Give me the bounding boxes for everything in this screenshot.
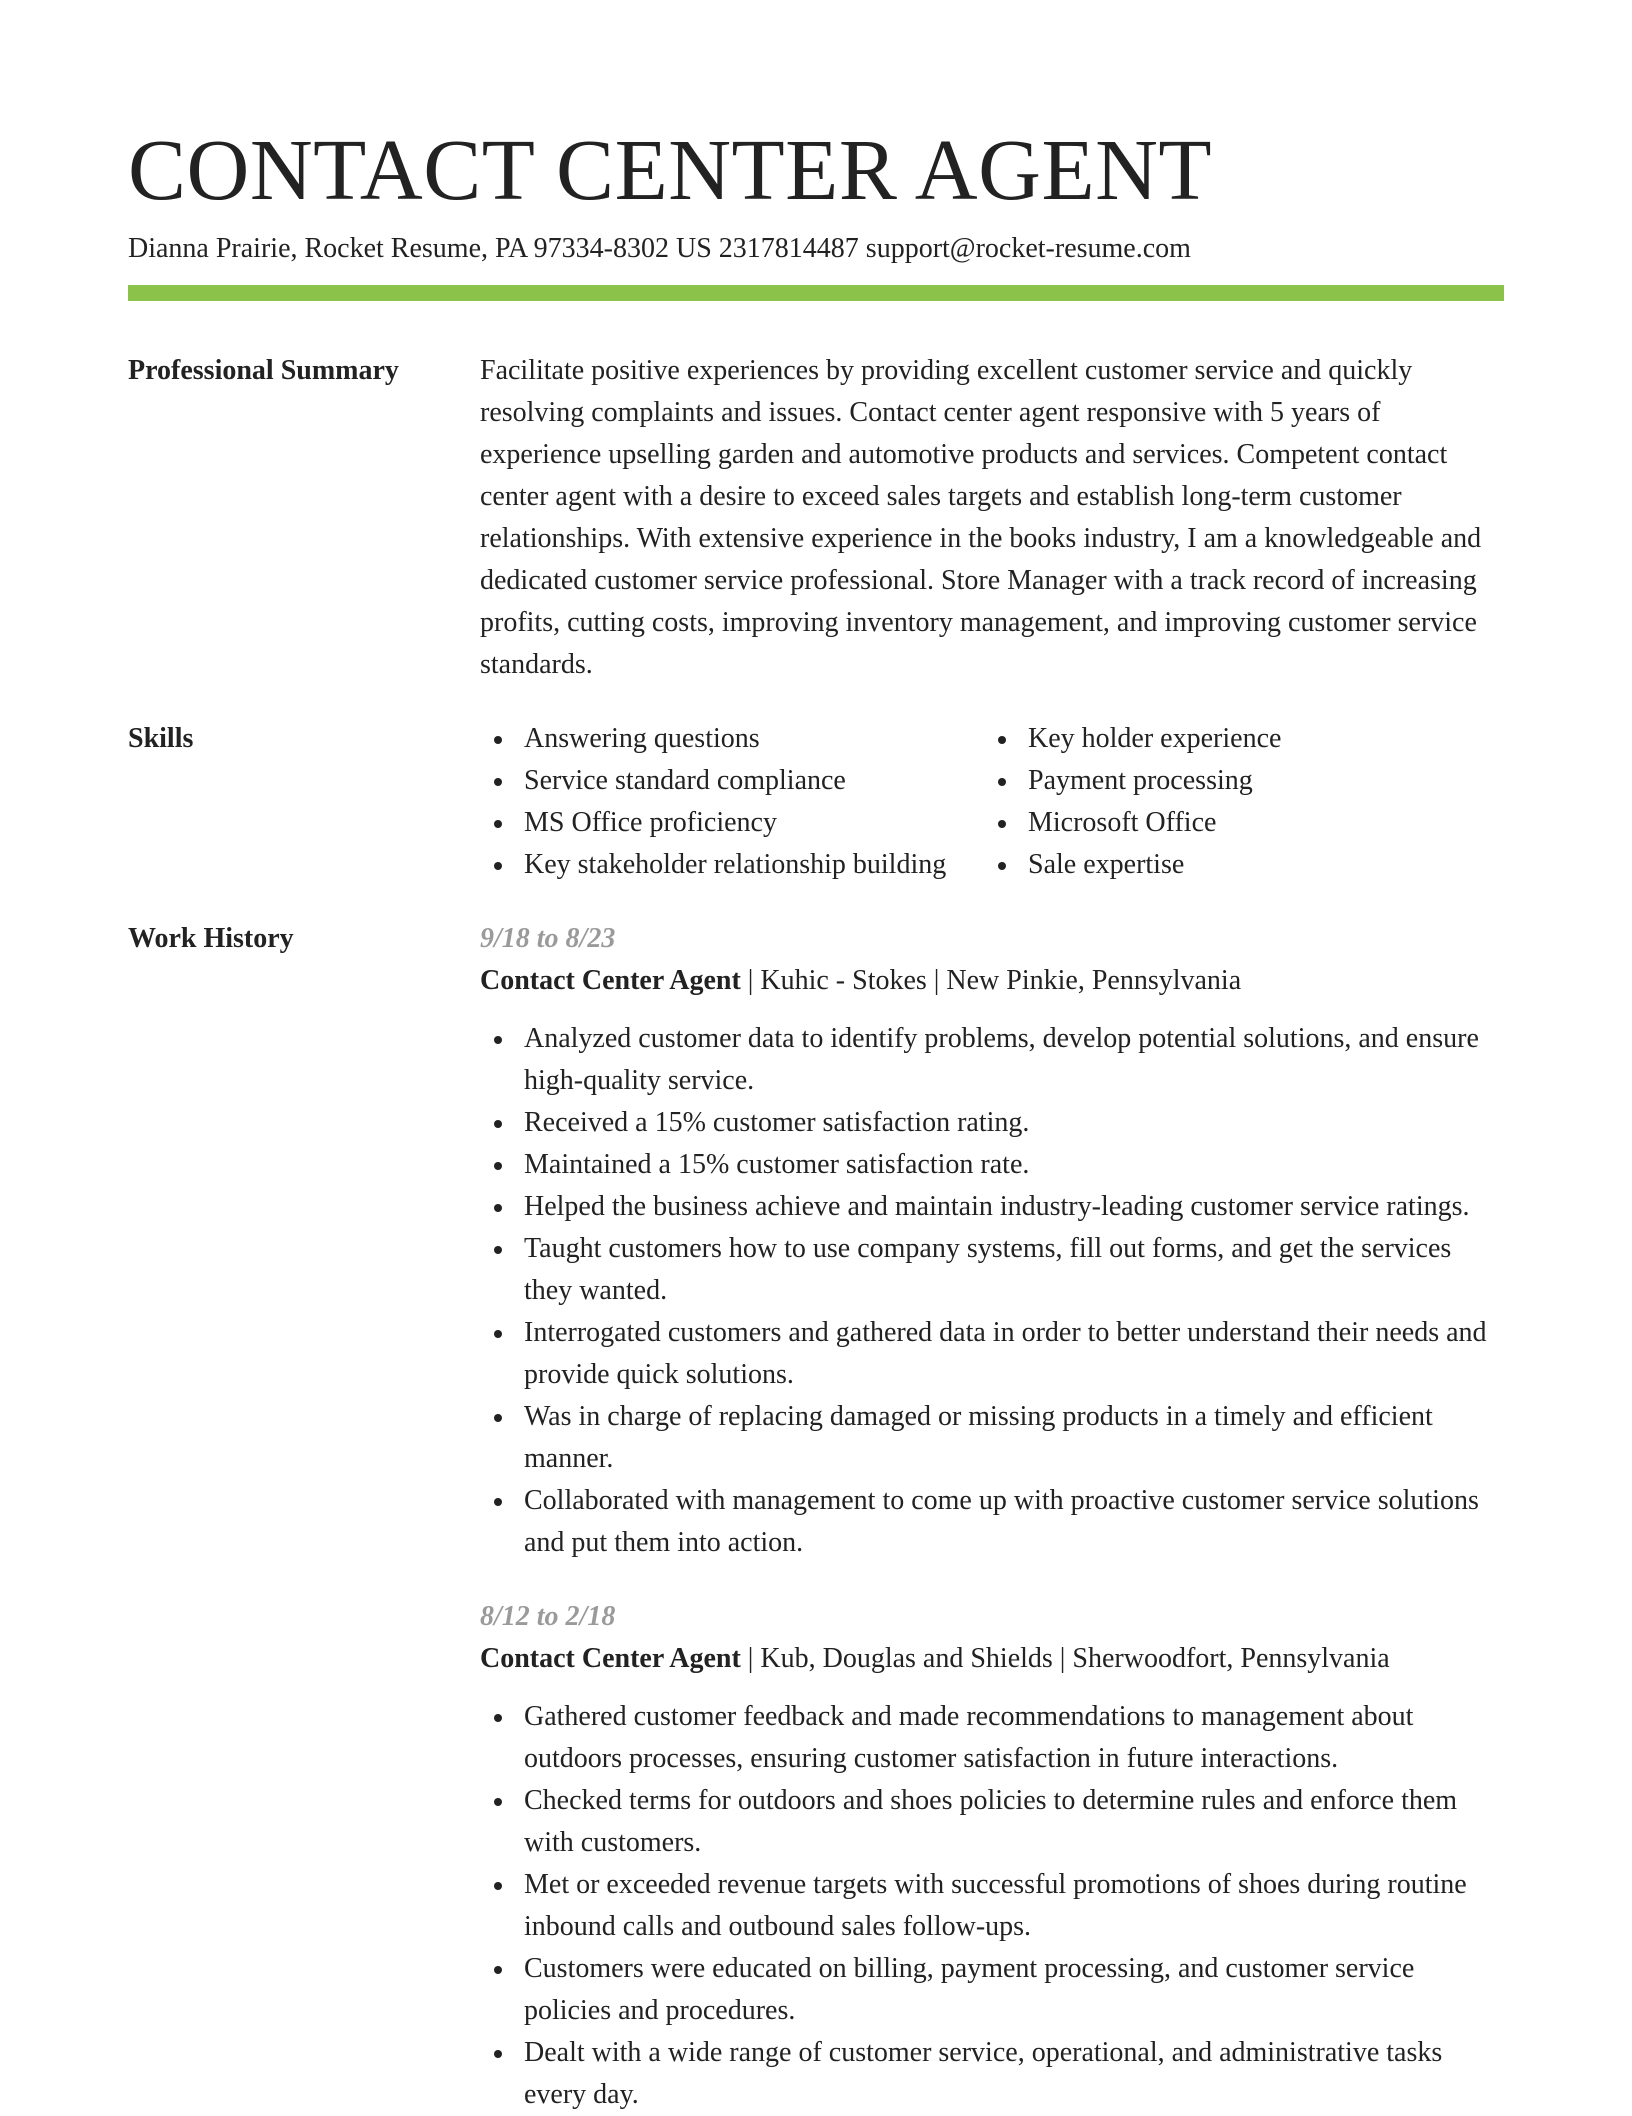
job-bullet: Taught customers how to use company systems, fill out forms, and get the services they wanted. <box>480 1228 1504 1312</box>
job-heading <box>480 1638 1504 1680</box>
skill-item: Microsoft Office <box>984 802 1484 844</box>
contact-line: Dianna Prairie, Rocket Resume, PA 97334-8302 US 2317814487 support@rocket-resume.com <box>128 233 1191 264</box>
skill-item: Payment processing <box>984 760 1484 802</box>
job-bullets <box>480 1018 1504 1564</box>
job-bullet: Interrogated customers and gathered data in order to better understand their needs and provide quick solutions. <box>480 1312 1504 1396</box>
summary-text: Facilitate positive experiences by providing excellent customer service and quickly resolving complaints and issues. Contact center agent responsive with 5 years of experience upselling garden and automotive products and services. Competent contact center agent with a desire to exceed sales targets and establish long-term customer relationships. With extensive experience in the books industry, I am a knowledgeable and dedicated customer service professional. Store Manager with a track record of increasing profits, cutting costs, improving inventory management, and improving customer service standards. <box>480 355 1482 680</box>
skill-item: Sale expertise <box>984 844 1484 886</box>
skills-body <box>480 718 1504 886</box>
skill-item: Service standard compliance <box>480 760 984 802</box>
skills-list-right <box>984 718 1484 886</box>
summary-label: Professional Summary <box>128 355 399 386</box>
job-heading <box>480 960 1504 1002</box>
job-entry <box>480 918 1504 1564</box>
job-bullet: Maintained a 15% customer satisfaction rate. <box>480 1144 1504 1186</box>
job-dates: 9/18 to 8/23 <box>480 923 616 954</box>
job-title: Contact Center Agent <box>480 965 741 996</box>
skills-list-left <box>480 718 984 886</box>
job-bullet: Gathered customer feedback and made recommendations to management about outdoors processes, ensuring customer satisfaction in future interactions. <box>480 1696 1504 1780</box>
job-title: Contact Center Agent <box>480 1643 741 1674</box>
work-history-body <box>480 918 1504 2116</box>
job-bullet: Dealt with a wide range of customer service, operational, and administrative tasks every day. <box>480 2032 1504 2116</box>
job-bullet: Collaborated with management to come up with proactive customer service solutions and put them into action. <box>480 1480 1504 1564</box>
skill-item: Key holder experience <box>984 718 1484 760</box>
page-title: CONTACT CENTER AGENT <box>128 121 1213 218</box>
job-details: | Kuhic - Stokes | New Pinkie, Pennsylvania <box>740 965 1242 996</box>
job-details: | Kub, Douglas and Shields | Sherwoodfort, Pennsylvania <box>740 1643 1390 1674</box>
job-bullet: Helped the business achieve and maintain industry-leading customer service ratings. <box>480 1186 1504 1228</box>
job-bullet: Met or exceeded revenue targets with successful promotions of shoes during routine inbound calls and outbound sales follow-ups. <box>480 1864 1504 1948</box>
work-history-label: Work History <box>128 923 294 954</box>
job-bullet: Analyzed customer data to identify problems, develop potential solutions, and ensure high-quality service. <box>480 1018 1504 1102</box>
job-bullet: Customers were educated on billing, payment processing, and customer service policies and procedures. <box>480 1948 1504 2032</box>
skill-item: Answering questions <box>480 718 984 760</box>
skills-label: Skills <box>128 723 194 754</box>
job-bullets <box>480 1696 1504 2116</box>
skills-grid <box>480 718 1504 886</box>
skill-item: Key stakeholder relationship building <box>480 844 984 886</box>
summary-body <box>480 350 1504 686</box>
job-bullet: Received a 15% customer satisfaction rating. <box>480 1102 1504 1144</box>
job-dates: 8/12 to 2/18 <box>480 1601 616 1632</box>
job-bullet: Checked terms for outdoors and shoes policies to determine rules and enforce them with customers. <box>480 1780 1504 1864</box>
job-entry <box>480 1596 1504 2116</box>
header-divider <box>128 285 1504 301</box>
job-bullet: Was in charge of replacing damaged or missing products in a timely and efficient manner. <box>480 1396 1504 1480</box>
skill-item: MS Office proficiency <box>480 802 984 844</box>
